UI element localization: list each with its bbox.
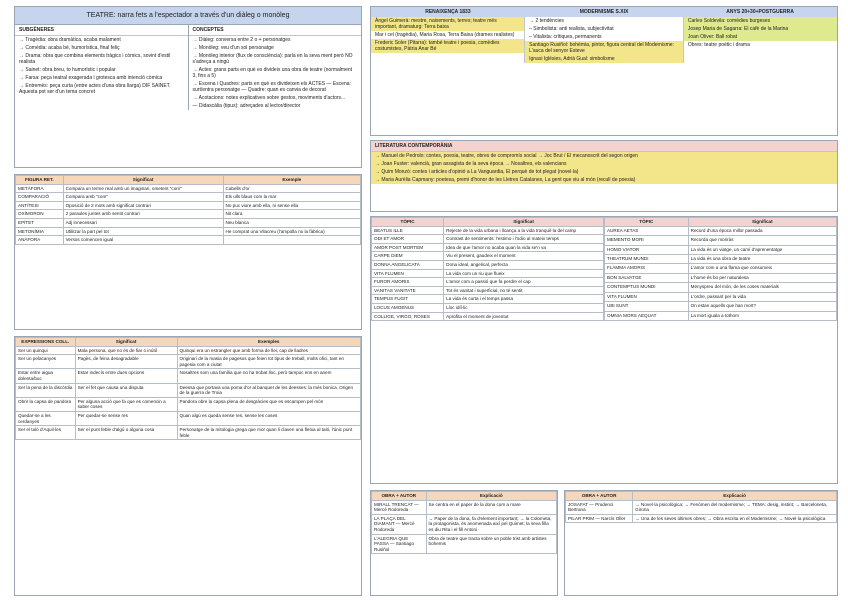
topic-row-right-cell: BON SALVATGE xyxy=(605,273,689,282)
figura-row-cell: 2 paraules juntes amb sentit contrari xyxy=(63,210,223,219)
anys20-item: Joan Oliver: Ball robat xyxy=(684,33,837,41)
topic-row-cell: DONNA ANGELICATA xyxy=(372,260,444,269)
periode-modernisme-heading: MODERNISME S.XIX xyxy=(579,9,629,15)
figura-row xyxy=(16,236,361,245)
expressio-row-cell: Ser la pena de la discòrdia xyxy=(16,383,76,397)
topic-row-right-cell: CONTEMPTUS MUNDI xyxy=(605,283,689,292)
figura-row xyxy=(16,193,361,202)
expressio-row-cell: Ser el fet que causa una disputa xyxy=(75,383,177,397)
topic-row-cell: Viu el present, gaudeix el moment xyxy=(444,252,604,261)
expressions-heading-0: EXPRESSIONS COLL. xyxy=(16,338,76,347)
obra-row-cell: L'ALEGRIA QUE PASSA — Santiago Rusiñol xyxy=(372,534,427,554)
topic-row-right-cell: L'ordre, passant per la vida xyxy=(688,292,836,301)
topic-row-cell: BEATUS ILLE xyxy=(372,226,444,235)
obres2-table xyxy=(565,491,837,523)
subgenere-item: → Tragèdia: obra dramàtica, acaba malament xyxy=(19,37,121,43)
expressio-row-cell: Per quedar-se sense res xyxy=(75,411,177,425)
topic-row-right xyxy=(605,226,837,235)
topic-row-cell: CARPE DIEM xyxy=(372,252,444,261)
significat-heading-right: Significat xyxy=(688,218,836,227)
topics-left-table xyxy=(371,217,604,321)
expressio-row-cell: Quinqui era un estrangler que amb forma de llei, cap de lladres xyxy=(177,346,361,355)
obra-heading: OBRA + AUTOR xyxy=(372,492,427,501)
topic-row xyxy=(372,286,604,295)
expressio-row-cell: Personatge de la mitologia grega que mor quan li claven una fletxa al taló, l'únic punt feble xyxy=(177,426,361,440)
figura-row-cell: Versos comencen igual xyxy=(63,236,223,245)
expressio-row xyxy=(16,355,361,369)
concepte-item: → Actes: grans parts en què es divideix una obra de teatre (normalment 3, fins a 5) xyxy=(192,67,353,79)
concepte-item: → Monòleg interior (flux de consciència): parla en la seva ment però NO s'adreça a ningú xyxy=(192,53,353,65)
topic-row xyxy=(372,252,604,261)
topic-row-right-cell: L'home és bo per naturalesa xyxy=(688,273,836,282)
figura-row-cell: ANÀFORA xyxy=(16,236,64,245)
obra-row-cell: Se centra en el paper de la dona com a mare xyxy=(426,500,556,514)
topic-row-right-cell: L'amor com a una flama que consumeix xyxy=(688,264,836,273)
obra-row xyxy=(372,500,557,514)
topic-row xyxy=(372,303,604,312)
topic-row-cell: LOCUS AMOENUS xyxy=(372,303,444,312)
obra2-row-cell: JOSAFAT — Prudenci Bertrana xyxy=(566,500,633,514)
obra-row xyxy=(372,534,557,554)
figura-row xyxy=(16,210,361,219)
modernisme-item: – Vitalista: crítiques, permanents xyxy=(529,34,602,40)
figura-row-cell: Cabells d'or xyxy=(223,184,360,193)
topic-row-cell: FUROR AMORIS xyxy=(372,278,444,287)
topic-row-right xyxy=(605,273,837,282)
teatre-title: TEATRE: narra fets a l'espectador a través d'un diàleg o monòleg xyxy=(15,7,361,25)
subgeneres-heading: SUBGÈNERES xyxy=(15,25,188,36)
topic-row-cell: Aprofita el moment de joventut xyxy=(444,312,604,321)
expressio-row xyxy=(16,346,361,355)
obra2-row-cell: PILAR PRIM — Narcís Oller xyxy=(566,514,633,523)
topic-row-cell: L'amor com a passió que fa perdre el cap xyxy=(444,278,604,287)
figura-row-cell: Compara un terme real amb un imaginari, ometent "com" xyxy=(63,184,223,193)
expressio-row-cell: Ser un pelacanyes xyxy=(16,355,76,369)
expressio-row-cell: Originari de la masia de pagesos que feien tot tipus de treball, molts ofici, tant en pagesia com a ciutat xyxy=(177,355,361,369)
topic-row-right-cell: THEATRUM MUNDI xyxy=(605,254,689,263)
periode-anys20-col xyxy=(684,17,837,63)
topic-row-cell: COLLIGE, VIRGO, ROSES xyxy=(372,312,444,321)
expressio-row-cell: Nosaltres som una família que no ha trobat lloc, però tampoc ens en anem xyxy=(177,369,361,383)
topic-heading-right: TÒPIC xyxy=(605,218,689,227)
topic-row xyxy=(372,312,604,321)
topic-row-right xyxy=(605,302,837,311)
expressions-heading-1: Significat xyxy=(75,338,177,347)
figures-box xyxy=(14,174,362,330)
figura-row-cell: Compara amb "com" xyxy=(63,193,223,202)
concepte-item: → Acotacions: notes explicatives sobre gestos, moviments d'actors... xyxy=(192,95,346,101)
literatura-item: → Maria Aurèlia Capmany: poetesa, premi d'honor de les Lletres Catalanes, La gent que viu al món (recull de poesia) xyxy=(371,176,837,184)
obra-row xyxy=(372,514,557,534)
topics-box xyxy=(370,216,838,484)
topic-row-right xyxy=(605,236,837,245)
topic-row-right-cell: FLAMMA AMORIS xyxy=(605,264,689,273)
subgeneres-list xyxy=(15,36,188,96)
topic-row-right-cell: OMNIA MORS AEQUAT xyxy=(605,311,689,320)
modernisme-item: Santiago Rusiñol: bohèmia, pintor, figura central del Modernisme: L'auca del senyor Esteve xyxy=(525,41,683,55)
topic-row-right-cell: Recorda que moriràs xyxy=(688,236,836,245)
periode-anys20-heading: ANYS 20+30+POSTGUERRA xyxy=(726,9,794,15)
topic-row-cell: TEMPUS FUGIT xyxy=(372,295,444,304)
expressio-row-cell: Ser el punt feble d'algú o alguna cosa xyxy=(75,426,177,440)
modernisme-item: → 2 tendències xyxy=(529,18,564,24)
topic-row-right-cell: HOMO VIATOR xyxy=(605,245,689,254)
topic-row-right-cell: UBI SUNT xyxy=(605,302,689,311)
figura-row-cell: He comprat una Vilacreu (l'ampolla no la fàbrica) xyxy=(223,227,360,236)
expressions-heading-2: Exemples xyxy=(177,338,361,347)
expressio-row xyxy=(16,426,361,440)
renaixenca-item: Àngel Guimerà: mestre, naixements, terres; teatre més important, dramaturg: Terra baixa xyxy=(371,17,524,31)
figura-row xyxy=(16,201,361,210)
figura-row-cell: Oposició de 2 mots amb significat contrari xyxy=(63,201,223,210)
concepte-item: → Diàleg: conversa entre 2 o + personatges xyxy=(192,37,291,43)
conceptes-heading: CONCEPTES xyxy=(189,25,362,36)
expressio-row-cell: Estar entre aigua dolenta/buc xyxy=(16,369,76,383)
topic-row-cell: VITA FLUMEN xyxy=(372,269,444,278)
teatre-box xyxy=(14,6,362,168)
obra2-row xyxy=(566,514,837,523)
concepte-item: → Monòleg: veu d'un sol personatge xyxy=(192,45,274,51)
figura-row-cell: Utilitzar la part pel tot xyxy=(63,227,223,236)
topic-row xyxy=(372,235,604,244)
obra-row-cell: MIRALL TRENCAT — Mercè Rodoreda xyxy=(372,500,427,514)
topic-row xyxy=(372,278,604,287)
expressio-row-cell: Per alguna acció que fa que es comencin a saber coses xyxy=(75,397,177,411)
topic-row-cell: Lloc idíl·lic xyxy=(444,303,604,312)
topic-row-right-cell: Record d'una època millor passada xyxy=(688,226,836,235)
topic-row-cell: Rejecte de la vida urbana i lloança a la vida tranquil·la del camp xyxy=(444,226,604,235)
expressio-row-cell: Pagès, de feina desagradable xyxy=(75,355,177,369)
periode-modernisme-col xyxy=(525,17,684,63)
topic-row-right xyxy=(605,264,837,273)
figures-heading-2: Exemple xyxy=(223,176,360,185)
topic-row-right-cell: Menyspreu del món, de les coses materials xyxy=(688,283,836,292)
expressio-row-cell: Pandora obre la capsa plena de desgràcies que es escampen pel món xyxy=(177,397,361,411)
topic-heading: TÒPIC xyxy=(372,218,444,227)
periode-renaixenca-col xyxy=(371,17,525,63)
topic-row-right-cell: AUREA AETAS xyxy=(605,226,689,235)
figura-row-cell: Adj innecessari xyxy=(63,218,223,227)
topic-row-right-cell: MEMENTO MORI xyxy=(605,236,689,245)
topic-row-right-cell: La mort iguala a tothom xyxy=(688,311,836,320)
expressio-row-cell: Obrir la capsa de pandora xyxy=(16,397,76,411)
renaixenca-item: Frederic Soler (Pitarra): també teatre i poesia, comèdies costumistes, Pàtria Anar Bé xyxy=(371,39,524,53)
anys20-item: Obres: teatre poètic i drama xyxy=(687,42,750,48)
figura-row-cell: METONÍMIA xyxy=(16,227,64,236)
subgenere-item: → Farsa: peça teatral exagerada i grotesca amb intenció còmica xyxy=(19,75,163,81)
figura-row-cell: ANTÍTESI xyxy=(16,201,64,210)
modernisme-item: – Simbolista: anti realista, subjectivitat xyxy=(529,26,614,32)
obres-table xyxy=(371,491,557,554)
expressio-row xyxy=(16,397,361,411)
figura-row-cell: EPÍTET xyxy=(16,218,64,227)
expressio-row-cell: Ser el talò d'Aquil·les xyxy=(16,426,76,440)
literatura-list xyxy=(371,152,837,184)
obra2-heading: OBRA + AUTOR xyxy=(566,492,633,501)
literatura-box xyxy=(370,140,838,212)
topic-row-cell: La vida és curta i el temps passa xyxy=(444,295,604,304)
expressions-box xyxy=(14,336,362,596)
explicacio2-heading: Explicació xyxy=(633,492,837,501)
topic-row-right xyxy=(605,245,837,254)
obres2-box xyxy=(564,490,838,596)
obra2-row-cell: → Una de les seves últimes obres; → Obra escrita en el Modernisme; → Novel·la psicològica xyxy=(633,514,837,523)
anys20-item: Carles Soldevila: comèdies burgeses xyxy=(684,17,837,25)
obres-box xyxy=(370,490,558,596)
figura-row-cell: OXÍMORON xyxy=(16,210,64,219)
expressio-row xyxy=(16,411,361,425)
expressio-row xyxy=(16,383,361,397)
renaixenca-item: Mar i cel (tragèdia), Maria Rosa, Terra Baixa (drames realistes) xyxy=(375,32,515,38)
topic-row-right-cell: VITA FLUMEN xyxy=(605,292,689,301)
topic-row xyxy=(372,226,604,235)
obra-row-cell: LA PLAÇA DEL DIAMANT — Mercè Rodoreda xyxy=(372,514,427,534)
figura-row xyxy=(16,218,361,227)
topic-row-right xyxy=(605,283,837,292)
expressio-row-cell: Deessa que portava una poma d'or al banquet de les deesses: la més bonica. Origen de la guerra de Troia xyxy=(177,383,361,397)
literatura-item: → Joan Fuster: valencià, gran assagista de la seva època → Nosaltres, els valencians xyxy=(371,160,837,168)
expressio-row-cell: Mala persona, que no és de fiar o inútil xyxy=(75,346,177,355)
topic-row-cell: Contrast de sentiments: l'estimo i l'odio al mateix temps xyxy=(444,235,604,244)
obra2-row xyxy=(566,500,837,514)
obra-row-cell: → Paper de la dona, fa d'element important; → la Colometa, la protagonista, és anomenada així pel Quimet; la seva filla es diu Rita i el fill Antoni xyxy=(426,514,556,534)
literatura-item: → Manuel de Pedrolo: contes, poesia, teatre, obres de compromís social → Joc Brut / El mecanoscrit del segon origen xyxy=(371,152,837,160)
anys20-item: Josep Maria de Sagarra: El cafè de la Marina xyxy=(684,25,837,33)
topic-row xyxy=(372,260,604,269)
conceptes-list xyxy=(189,36,362,110)
topic-row-right xyxy=(605,292,837,301)
topic-row-cell: ODI ET AMOR xyxy=(372,235,444,244)
figures-table xyxy=(15,175,361,245)
expressio-row-cell: Quedar-se a les cerdanyes xyxy=(16,411,76,425)
periodes-box xyxy=(370,6,838,136)
subgenere-item: → Entremès: peça curta (entre actes d'una obra llarga) DIF SAINET. Aquesta pot ser d'un tema concret xyxy=(19,83,171,95)
subgenere-item: → Sainet: obra breu, to humorístic i popular xyxy=(19,67,116,73)
figura-row-cell: Nit clara xyxy=(223,210,360,219)
figura-row-cell: No puc viure amb ella, ni sense ella xyxy=(223,201,360,210)
concepte-item: — Didascàlia (tipus): adreçades al lector/director xyxy=(192,103,301,109)
topic-row-cell: VANITAS VANITATE xyxy=(372,286,444,295)
topic-row xyxy=(372,269,604,278)
figura-row-cell: Els ulls blaus com la mar xyxy=(223,193,360,202)
topic-row-cell: La vida com un riu que flueix xyxy=(444,269,604,278)
figura-row-cell: METÀFORA xyxy=(16,184,64,193)
topic-row-cell: AMOR POST MORTEM xyxy=(372,243,444,252)
subgenere-item: → Drama: obra que combina elements tràgics i còmics, sovint d'estil realista xyxy=(19,53,171,65)
topic-row-right-cell: La vida és una obra de teatre xyxy=(688,254,836,263)
obra-row-cell: Obra de teatre que tracta sobre un poble trist amb artistes bohemis xyxy=(426,534,556,554)
periode-renaixenca-heading: RENAIXENÇA 1833 xyxy=(425,9,471,15)
figures-heading-1: Significat xyxy=(63,176,223,185)
topics-right-table xyxy=(604,217,837,321)
topic-row-right-cell: La vida és un viatge, un camí d'aprenentatge xyxy=(688,245,836,254)
topic-row-cell: Tot és vanitat i superficial, no té sentit xyxy=(444,286,604,295)
topic-row-right xyxy=(605,254,837,263)
expressio-row-cell: Estar indecís entre dues opcions xyxy=(75,369,177,383)
figura-row-cell: Neu blanca xyxy=(223,218,360,227)
literatura-title: LITERATURA CONTEMPORÀNIA xyxy=(371,141,837,152)
modernisme-item: Ignasi Iglésies, Adrià Gual: simbolisme xyxy=(525,55,683,63)
literatura-item: → Quim Monzó: contes i articles d'opinió a La Vanguardia, El perquè de tot plegat (novel·la) xyxy=(371,168,837,176)
explicacio-heading: Explicació xyxy=(426,492,556,501)
significat-heading: Significat xyxy=(444,218,604,227)
topic-row xyxy=(372,295,604,304)
expressio-row-cell: Quan algú es queda sense res, sense les coses xyxy=(177,411,361,425)
figures-heading-0: FIGURA RET. xyxy=(16,176,64,185)
expressions-table xyxy=(15,337,361,440)
figura-row-cell: COMPARACIÓ xyxy=(16,193,64,202)
expressio-row xyxy=(16,369,361,383)
obra2-row-cell: → Novel·la psicològica; → Fenòmen del modernisme; → TEMA: desig, instint; → Barceloneta, Girona xyxy=(633,500,837,514)
figura-row-cell xyxy=(223,236,360,245)
topic-row xyxy=(372,243,604,252)
figura-row xyxy=(16,184,361,193)
expressio-row-cell: Ser un quinqui xyxy=(16,346,76,355)
topic-row-cell: Idea de que l'amor no acaba quan la vida se'n va xyxy=(444,243,604,252)
topic-row-cell: Dona ideal, angelical, perfecta xyxy=(444,260,604,269)
figura-row xyxy=(16,227,361,236)
topic-row-right xyxy=(605,311,837,320)
concepte-item: → Escena i Quadres: parts en què es divideixen els ACTES — Escena: surt/entra personatge — Quadre: quan es canvia de decorat xyxy=(192,81,351,93)
topic-row-right-cell: On estan aquells que han mort? xyxy=(688,302,836,311)
subgenere-item: → Comèdia: acaba bé, humorística, final feliç xyxy=(19,45,120,51)
